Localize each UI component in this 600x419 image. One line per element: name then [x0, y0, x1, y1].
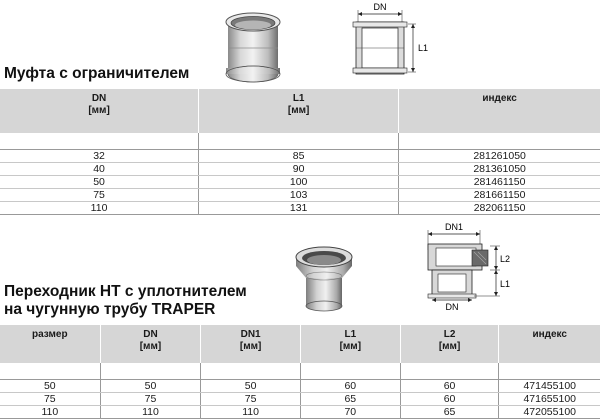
section1-table: [0, 89, 600, 215]
table-row: 110 110 110 70 65 472055100: [0, 406, 600, 419]
table-row: 50 50 50 60 60 471455100: [0, 380, 600, 393]
section1-title: Муфта с ограничителем: [4, 65, 190, 82]
dn1-dimension-label: DN1: [444, 222, 464, 232]
table-row: 40 90 281361050: [0, 163, 600, 176]
l1-dimension-label: L1: [500, 279, 511, 289]
adapter-illustration: [290, 240, 360, 314]
coupling-illustration: [222, 10, 284, 84]
table-row: 110 131 282061150: [0, 202, 600, 215]
section2-title-line1: Переходник НТ с уплотнителем: [4, 283, 247, 300]
l2-dimension-label: L2: [500, 254, 511, 264]
table-row: 75 103 281661150: [0, 189, 600, 202]
table-row: 75 75 75 65 60 471655100: [0, 393, 600, 406]
dn-dimension-label: DN: [445, 302, 459, 312]
column-header-size: размер: [0, 325, 100, 363]
table-row: 50 100 281461150: [0, 176, 600, 189]
adapter-section-drawing: [410, 220, 520, 312]
column-header-l1: L1 [мм]: [199, 89, 399, 133]
coupling-section-drawing: [350, 0, 440, 80]
column-header-dn: DN [мм]: [100, 325, 201, 363]
section2-table: [0, 325, 600, 419]
column-header-index: индекс: [399, 89, 600, 133]
section2-title-line2: на чугунную трубу TRAPER: [4, 301, 216, 318]
column-header-l1: L1 [мм]: [300, 325, 400, 363]
column-header-index: индекс: [499, 325, 600, 363]
column-header-dn1: DN1 [мм]: [201, 325, 301, 363]
dn-dimension-label: DN: [373, 2, 387, 12]
column-header-dn: DN [мм]: [0, 89, 199, 133]
l1-dimension-label: L1: [418, 43, 429, 53]
table-row: 32 85 281261050: [0, 150, 600, 163]
column-header-l2: L2 [мм]: [400, 325, 499, 363]
